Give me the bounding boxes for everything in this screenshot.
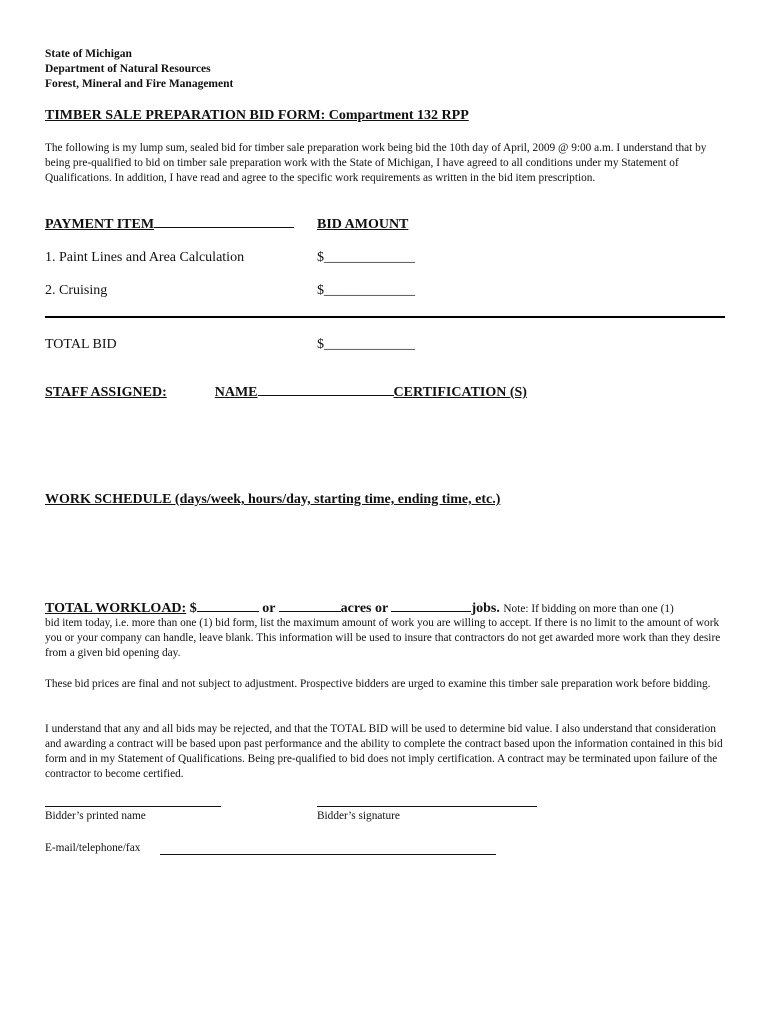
workload-jobs-field[interactable] [391,598,471,612]
workload-acres-field[interactable] [279,598,341,612]
workload-dollar-field[interactable] [197,598,259,612]
understanding-paragraph: I understand that any and all bids may be rejected, and that the TOTAL BID will be used to determine bid value. I also understand that consideration and awarding a contract will be based upon past performance and the ability to complete the contract based upon the information contained in this bid form and in my Statement of Qualifications. Being pre-qualified to bid does not imply certification. A contract may be terminated upon failure of the contractor to become certified. [45,723,723,780]
signature-field[interactable] [317,806,537,807]
agency-state: State of Michigan [45,48,132,60]
total-bid-label: TOTAL BID [45,337,117,352]
agency-department: Department of Natural Resources [45,63,211,75]
payment-item-header: PAYMENT ITEM [45,217,307,233]
final-prices-paragraph: These bid prices are final and not subject to adjustment. Prospective bidders are urged to examine this timber sale preparation work before bidding. [45,678,711,690]
payment-item-amount-field[interactable]: $_____________ [317,250,415,265]
payment-item-label: 2. Cruising [45,283,108,298]
staff-assigned-heading: STAFF ASSIGNED: NAME CERTIFICATION (S) [45,385,527,400]
total-bid-amount-field[interactable]: $_____________ [317,337,415,352]
form-title: TIMBER SALE PREPARATION BID FORM: Compartment 132 RPP [45,108,469,123]
total-divider [45,316,725,318]
workload-note: bid item today, i.e. more than one (1) bid form, list the maximum amount of work you are willing to accept. If there is no limit to the amount of work you or your company can handle, leave blank. This information will be used to insure that contractors do not get awarded more work than they desire from a given bid opening day. [45,617,721,659]
payment-item-label: 1. Paint Lines and Area Calculation [45,250,245,265]
contact-field[interactable] [160,854,496,855]
intro-paragraph: The following is my lump sum, sealed bid for timber sale preparation work being bid the 10th day of April, 2009 @ 9:00 a.m. I understand that by being pre-qualified to bid on timber sale preparation work with the State of Michigan, I have agreed to all conditions under my Statement of Qualifications. In addition, I have read and agree to the specific work requirements as written in the bid item prescription. [45,142,707,184]
work-schedule-heading: WORK SCHEDULE (days/week, hours/day, starting time, ending time, etc.) [45,492,501,507]
signature-label: Bidder’s signature [317,810,400,822]
payment-item-amount-field[interactable]: $_____________ [317,283,415,298]
printed-name-field[interactable] [45,806,221,807]
printed-name-label: Bidder’s printed name [45,810,146,822]
bid-amount-header: BID AMOUNT [317,217,409,232]
total-workload-line: TOTAL WORKLOAD: $ or acres or jobs. Note: If bidding on more than one (1) [45,598,674,617]
workload-note-lead: Note: If bidding on more than one (1) [503,603,674,615]
contact-label: E-mail/telephone/fax [45,842,141,854]
agency-division: Forest, Mineral and Fire Management [45,78,234,90]
